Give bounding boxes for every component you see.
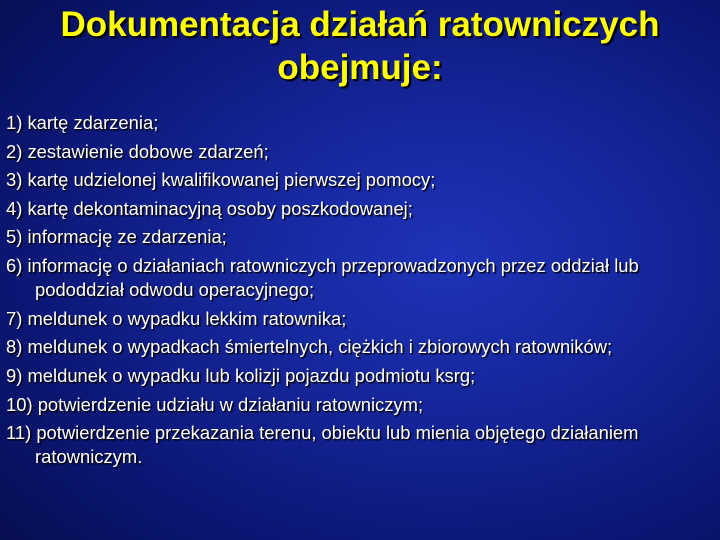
list-item: 4) kartę dekontaminacyjną osoby poszkodowanej; [6,197,413,219]
documentation-list [6,111,718,474]
list-item: 5) informację ze zdarzenia; [6,226,227,248]
list-item: 6) informację o działaniach ratowniczych przeprowadzonych przez oddział lub pododdział odwodu operacyjnego; [6,254,639,301]
list-item: 11) potwierdzenie przekazania terenu, obiektu lub mienia objętego działaniem ratowniczym. [6,422,639,468]
list-item: 8) meldunek o wypadkach śmiertelnych, ciężkich i zbiorowych ratowników; [6,336,613,358]
slide-title: Dokumentacja działań ratowniczych obejmuje: [60,5,660,87]
list-item: 1) kartę zdarzenia; [6,112,159,133]
list-item: 7) meldunek o wypadku lekkim ratownika; [6,307,347,329]
list-item: 3) kartę udzielonej kwalifikowanej pierwszej pomocy; [6,169,436,191]
list-item: 10) potwierdzenie udziału w działaniu ratowniczym; [6,393,424,415]
list-item: 9) meldunek o wypadku lub kolizji pojazdu podmiotu ksrg; [6,364,476,386]
list-item: 2) zestawienie dobowe zdarzeń; [6,140,269,162]
